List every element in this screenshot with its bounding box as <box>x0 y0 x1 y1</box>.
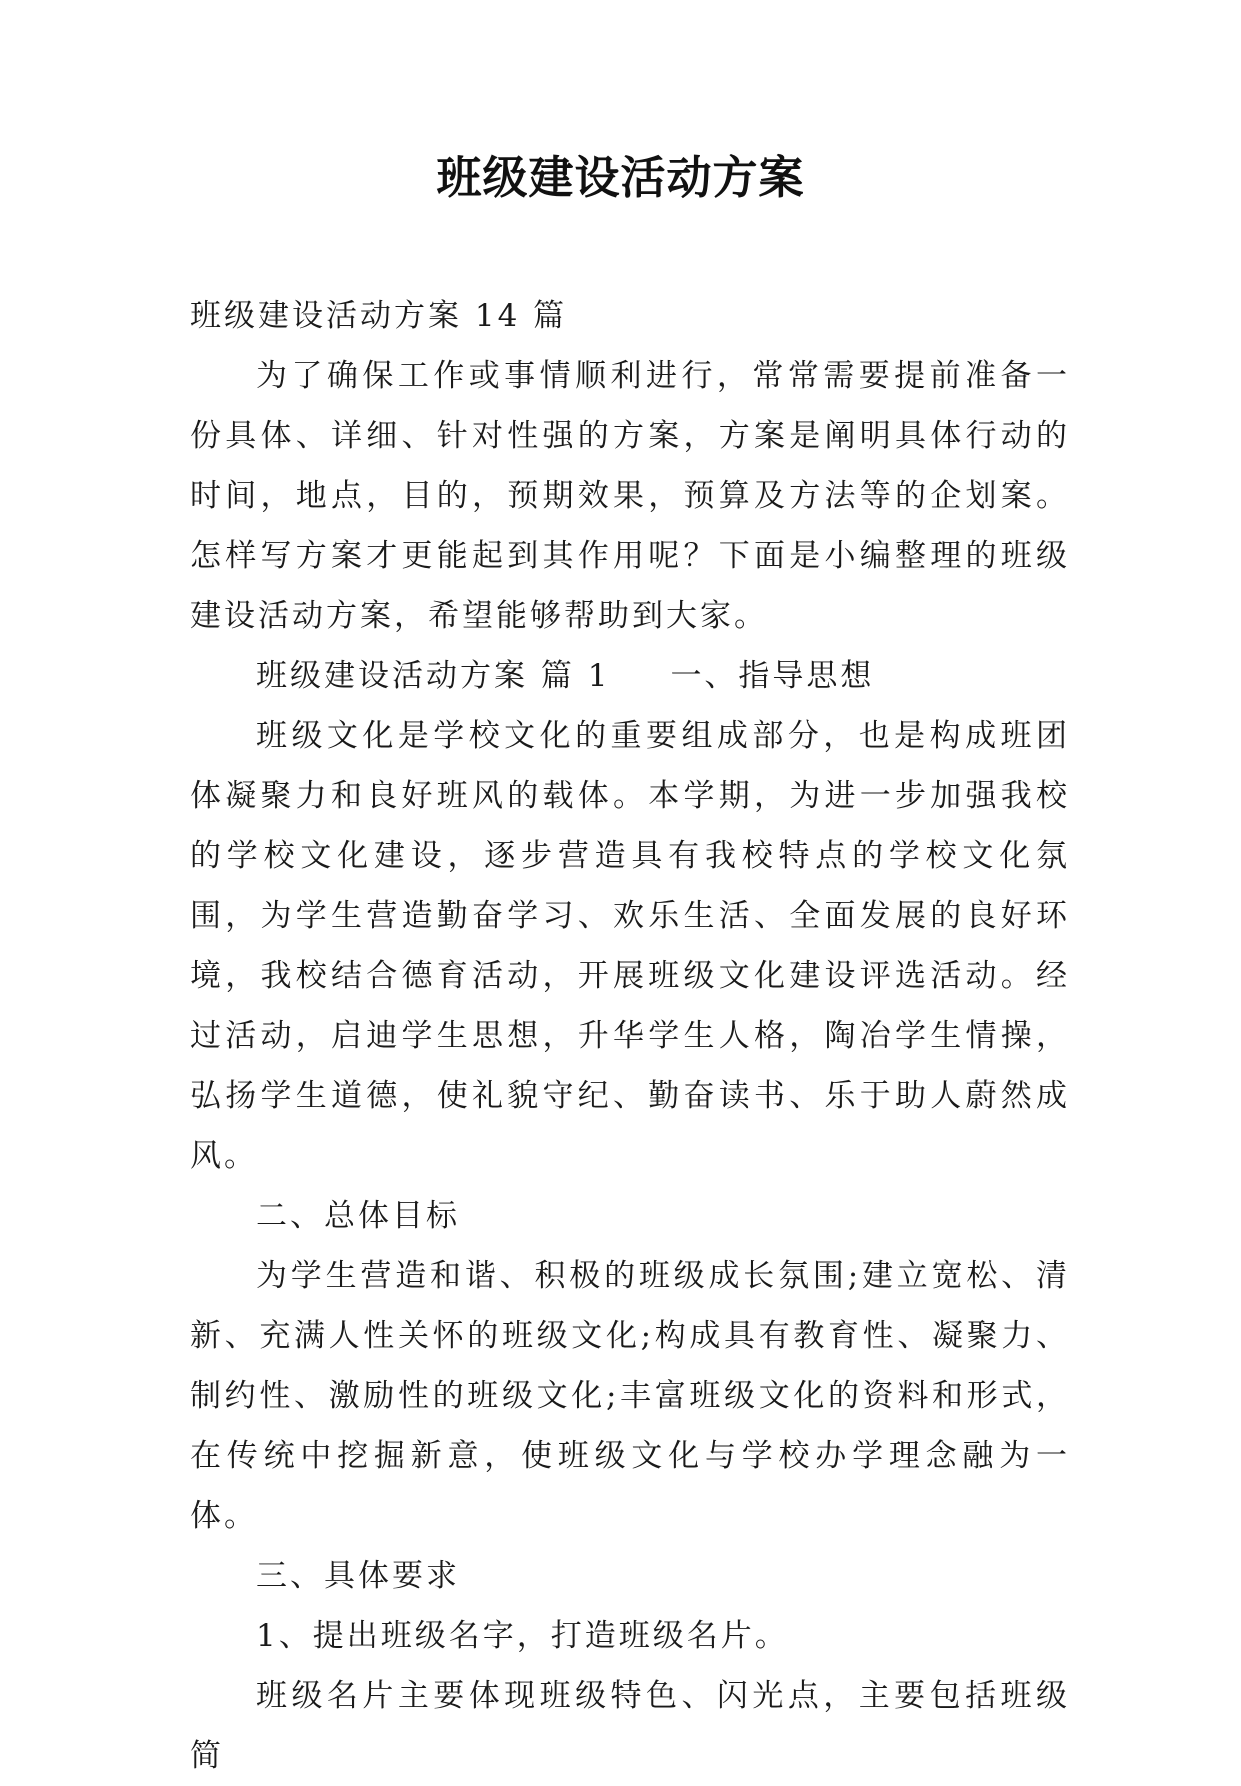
heading-specific-requirements: 三、具体要求 <box>256 1558 460 1594</box>
heading-overall-goals: 二、总体目标 <box>256 1198 460 1234</box>
document-title: 班级建设活动方案 <box>436 151 805 204</box>
paragraph-class-card: 班级名片主要体现班级特色、闪光点，主要包括班级简 <box>190 1678 1070 1774</box>
document-subtitle: 班级建设活动方案 14 篇 <box>190 298 568 334</box>
intro-paragraph: 为了确保工作或事情顺利进行，常常需要提前准备一份具体、详细、针对性强的方案，方案是阐明具体行动的时间，地点，目的，预期效果，预算及方法等的企划案。怎样写方案才更能起到其作用呢？下面是小编整理的班级建设活动方案，希望能够帮助到大家。 <box>190 358 1070 634</box>
paragraph-overall-goals: 为学生营造和谐、积极的班级成长氛围;建立宽松、清新、充满人性关怀的班级文化;构成具有教育性、凝聚力、制约性、激励性的班级文化;丰富班级文化的资料和形式，在传统中挖掘新意，使班级文化与学校办学理念融为一体。 <box>190 1258 1070 1534</box>
heading-guiding-ideology: 一、指导思想 <box>670 658 875 694</box>
paragraph-guiding-ideology: 班级文化是学校文化的重要组成部分，也是构成班团体凝聚力和良好班风的载体。本学期，为进一步加强我校的学校文化建设，逐步营造具有我校特点的学校文化氛围，为学生营造勤奋学习、欢乐生活、全面发展的良好环境，我校结合德育活动，开展班级文化建设评选活动。经过活动，启迪学生思想，升华学生人格，陶冶学生情操，弘扬学生道德，使礼貌守纪、勤奋读书、乐于助人蔚然成风。 <box>190 718 1070 1174</box>
section-heading-line <box>190 646 1070 706</box>
document-body <box>190 286 1070 1786</box>
requirement-item-1: 1、提出班级名字，打造班级名片。 <box>256 1618 789 1654</box>
section-title: 班级建设活动方案 篇 1 <box>256 658 611 694</box>
